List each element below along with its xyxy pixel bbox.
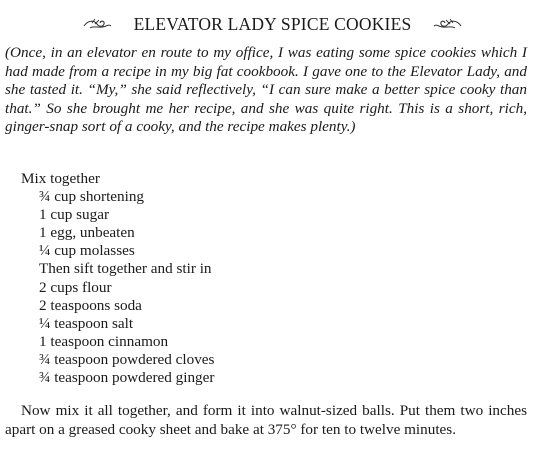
right-flourish-icon: [433, 17, 463, 31]
closing-paragraph: Now mix it all together, and form it into walnut-sized balls. Put them two inches apart on a greased cooky sheet and bake at 375° for ten to twelve minutes.: [5, 402, 527, 438]
ingredient-item: 1 cup sugar: [39, 206, 110, 224]
left-flourish-icon: [82, 17, 112, 31]
ingredient-item: ¾ teaspoon powdered ginger: [39, 369, 215, 387]
ingredient-item: 1 teaspoon cinnamon: [39, 332, 169, 350]
ingredient-item: ¾ cup shortening: [39, 188, 145, 206]
intro-paragraph: (Once, in an elevator en route to my office, I was eating some spice cookies which I had made from a recipe in my big fat cookbook. I gave one to the Elevator Lady, and she tasted it. “My,” she said reflectively, “I can sure make a better spice cooky than that.” So she brought me her recipe, and she was quite right. This is a short, rich, ginger-snap sort of a cooky, and the recipe makes plenty.): [5, 44, 527, 135]
ingredient-item: 2 teaspoons soda: [39, 296, 142, 314]
ingredient-item: ¼ cup molasses: [39, 242, 135, 260]
ingredient-list: [21, 188, 214, 387]
ingredient-item: 1 egg, unbeaten: [39, 224, 135, 242]
title-row: [0, 10, 545, 38]
ingredient-item: 2 cups flour: [39, 278, 112, 296]
ingredients-lead: Mix together: [21, 170, 100, 187]
ingredient-block: [21, 170, 214, 387]
recipe-title: ELEVATOR LADY SPICE COOKIES: [133, 13, 412, 34]
instruction-line: Then sift together and stir in: [39, 260, 212, 278]
ingredient-item: ¼ teaspoon salt: [39, 314, 134, 332]
ingredient-item: ¾ teaspoon powdered cloves: [39, 350, 215, 368]
